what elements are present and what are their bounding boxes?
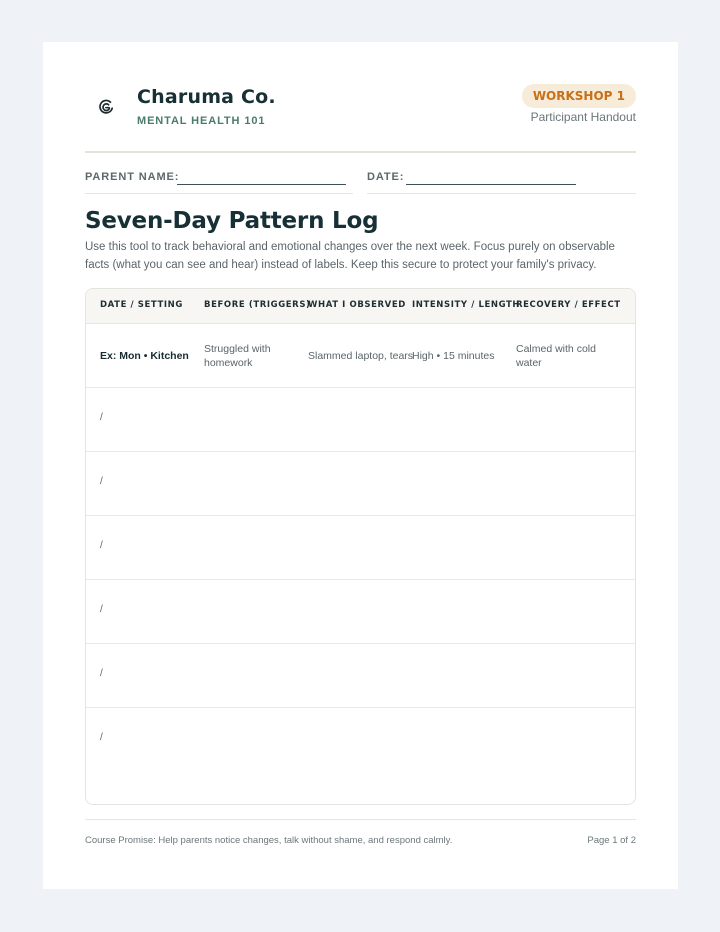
page-title: Seven-Day Pattern Log [85, 208, 379, 234]
handout-label: Participant Handout [530, 110, 636, 124]
column-header: WHAT I OBSERVED [308, 300, 406, 310]
column-header: RECOVERY / EFFECT [516, 300, 621, 310]
intro-text: Use this tool to track behavioral and emotional changes over the next week. Focus purely on observable facts (what you can see and hear) instead of labels. Keep this secure to protect your family's privacy. [85, 241, 615, 271]
course-promise: Course Promise: Help parents notice changes, talk without shame, and respond calmly. [85, 835, 453, 846]
column-header: INTENSITY / LENGTH [412, 300, 521, 310]
column-header: BEFORE (TRIGGERS) [204, 300, 311, 310]
example-row [86, 324, 635, 388]
column-header: DATE / SETTING [100, 300, 183, 310]
example-before-cell: Struggled with homework [204, 343, 271, 369]
course-name: MENTAL HEALTH 101 [137, 115, 266, 127]
table-row[interactable] [86, 452, 635, 516]
date-slash: / [100, 540, 103, 551]
parent-name-field[interactable] [85, 168, 353, 194]
date-field[interactable] [367, 168, 636, 194]
example-recovery-cell: Calmed with cold water [516, 343, 596, 369]
parent-name-line[interactable] [177, 184, 346, 185]
brand-name: Charuma Co. [137, 86, 276, 108]
table-header [86, 289, 635, 324]
table-row[interactable] [86, 516, 635, 580]
footer-divider [85, 819, 636, 820]
table-row[interactable] [86, 708, 635, 805]
page-number: Page 1 of 2 [587, 835, 636, 846]
parent-name-label: PARENT NAME: [85, 171, 180, 183]
date-slash: / [100, 604, 103, 615]
example-date-cell: Ex: Mon • Kitchen [100, 350, 189, 362]
pattern-log-table [85, 288, 636, 805]
spiral-logo-icon [97, 98, 115, 116]
header [85, 82, 636, 154]
example-observed-cell: Slammed laptop, tears [308, 350, 414, 362]
header-divider [85, 151, 636, 153]
date-slash: / [100, 476, 103, 487]
date-label: DATE: [367, 171, 405, 183]
table-row[interactable] [86, 580, 635, 644]
table-row[interactable] [86, 388, 635, 452]
form-fields [85, 168, 636, 194]
example-intensity-cell: High • 15 minutes [412, 350, 495, 362]
date-line[interactable] [406, 184, 576, 185]
handout-page [43, 42, 678, 889]
table-row[interactable] [86, 644, 635, 708]
workshop-badge: WORKSHOP 1 [522, 84, 636, 108]
date-slash: / [100, 412, 103, 423]
date-slash: / [100, 668, 103, 679]
date-slash: / [100, 732, 103, 743]
